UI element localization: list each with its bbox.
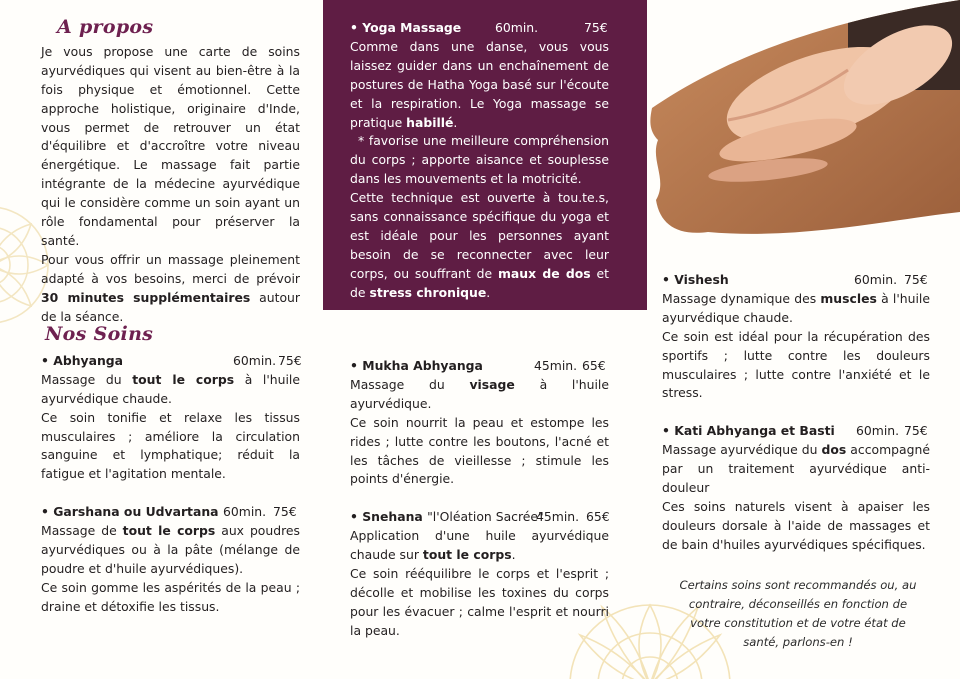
service-duration: 45min. (536, 509, 580, 525)
service-name: Garshana ou Udvartana (53, 504, 219, 520)
service-desc: Ce soin nourrit la peau et estompe les rides ; lutte contre les boutons, l'acné et les tâches de vieillesse ; stimule les points d'énergie. (350, 414, 609, 487)
about-heading: A propos (57, 16, 154, 38)
service-abhyanga: • Abhyanga 60min. 75€ Massage du tout le corps à l'huile ayurvédique chaude. Ce soin tonifie et relaxe les tissus musculaires ; améliore la circulation sanguine et lymphatique; réduit la fatigue et l'agitation mentale. (41, 352, 300, 484)
service-duration: 60min. (856, 423, 900, 439)
service-desc: Cette technique est ouverte à tou.te.s, sans connaissance spécifique du yoga et est idéale pour les personnes ayant besoin de se reconnecter avec leur corps, ou souffrant de maux de dos et de stress chronique. (350, 190, 609, 300)
recommendation-note: Certains soins sont recommandés ou, au contraire, déconseillés en fonction de votre constitution et de votre état de santé, parlons-en ! (679, 577, 917, 649)
service-mukha-abhyanga: • Mukha Abhyanga 45min. 65€ Massage du visage à l'huile ayurvédique. Ce soin nourrit la peau et estompe les rides ; lutte contre les boutons, l'acné et les tâches de vieillesse ; stimule les points d'énergie. (350, 357, 609, 489)
service-price: 75€ (584, 20, 608, 35)
service-name: Snehana (362, 509, 423, 525)
service-price: 75€ (273, 504, 297, 520)
service-intro: Massage du visage à l'huile ayurvédique. (350, 376, 609, 411)
service-name: Kati Abhyanga et Basti (674, 423, 835, 439)
service-desc: Ce soin est idéal pour la récupération des sportifs ; lutte contre les douleurs musculaires ; lutte contre l'anxiété et le stress. (662, 328, 930, 401)
service-name: Vishesh (674, 272, 729, 287)
about-text-extra: Pour vous offrir un massage pleinement adapté à vos besoins, merci de prévoir 30 minutes supplémentaires autour de la séance. (41, 251, 300, 324)
about-text: Je vous propose une carte de soins ayurvédiques qui visent au bien-être à la fois physique et émotionnel. Cette approche holistique, originaire d'Inde, vous permet de retrouver un état d'équilibre et d'accroître votre niveau énergétique. Le massage fait partie intégrante de la médecine ayurvédique qui le considère comme un soin ayant un rôle fondamental pour préserver la santé. (41, 43, 300, 248)
service-duration: 60min. (223, 504, 267, 520)
service-bullet: * favorise une meilleure compréhension du corps ; apporte aisance et souplesse dans les mouvements et la motricité. (350, 133, 609, 187)
service-duration: 60min. (233, 352, 277, 368)
service-price: 65€ (582, 358, 606, 373)
service-intro: Massage de tout le corps aux poudres ayurvédiques ou à la pâte (mélange de poudre et d'huile ayurvédiques). (41, 523, 301, 576)
service-name: Mukha Abhyanga (362, 358, 483, 373)
service-price: 75€ (904, 272, 928, 287)
service-price: 75€ (278, 352, 302, 368)
service-intro: Massage dynamique des muscles à l'huile ayurvédique chaude. (662, 290, 930, 325)
soins-heading: Nos Soins (45, 323, 154, 345)
service-duration: 60min. (495, 20, 539, 35)
service-desc: Ce soin tonifie et relaxe les tissus musculaires ; améliore la circulation sanguine et lymphatique; réduit la fatigue et l'agitation mentale. (41, 409, 300, 482)
service-name: Abhyanga (53, 352, 124, 368)
column-right-services (662, 271, 930, 555)
about-section (41, 18, 300, 327)
service-garshana: • Garshana ou Udvartana 60min. 75€ Massage de tout le corps aux poudres ayurvédiques ou à la pâte (mélange de poudre et d'huile ayurvédiques). Ce soin gomme les aspérités de la peau ; draine et détoxifie les tissus. (41, 503, 300, 616)
service-duration: 60min. (854, 272, 898, 287)
service-name: Yoga Massage (362, 20, 462, 35)
column-middle-services (350, 357, 609, 641)
service-desc: Ce soin gomme les aspérités de la peau ; draine et détoxifie les tissus. (41, 579, 300, 614)
soins-section (41, 325, 300, 617)
massage-hands-photo (648, 0, 960, 250)
yoga-massage-panel: • Yoga Massage 60min. 75€ Comme dans une danse, vous vous laissez guider dans un enchaînement de postures de Hatha Yoga basé sur l'écoute et la respiration. Le Yoga massage se pratique habillé. * favorise une meilleure compréhension du corps ; apporte aisance et souplesse dans les mouvements et la motricité. Cette technique est ouverte à tou.te.s, sans connaissance spécifique du yoga et est idéale pour les personnes ayant besoin de se reconnecter avec leur corps, ou souffrant de maux de dos et de stress chronique. (323, 0, 647, 310)
service-intro: Application d'une huile ayurvédique chaude sur tout le corps. (350, 528, 609, 563)
service-desc: Ce soin rééquilibre le corps et l'esprit ; décolle et mobilise les toxines du corps pour les évacuer ; calme l'esprit et nourri la peau. (350, 566, 609, 638)
service-snehana: • Snehana "l'Oléation Sacrée" 45min. 65€ Application d'une huile ayurvédique chaude sur tout le corps. Ce soin rééquilibre le corps et l'esprit ; décolle et mobilise les toxines du corps pour les évacuer ; calme l'esprit et nourri la peau. (350, 508, 609, 640)
service-vishesh: • Vishesh 60min. 75€ Massage dynamique des muscles à l'huile ayurvédique chaude. Ce soin est idéal pour la récupération des sportifs ; lutte contre les douleurs musculaires ; lutte contre l'anxiété et le stress. (662, 271, 930, 403)
service-intro: Massage ayurvédique du dos accompagné par un traitement ayurvédique anti-douleur (662, 442, 930, 496)
service-duration: 45min. (534, 358, 578, 373)
service-intro: Massage du tout le corps à l'huile ayurvédique chaude. (41, 371, 300, 406)
service-intro: Comme dans une danse, vous vous laissez guider dans un enchaînement de postures de Hatha Yoga basé sur l'écoute et la respiration. Le Yoga massage se pratique habillé. (350, 38, 609, 130)
service-kati-abhyanga: • Kati Abhyanga et Basti 60min. 75€ Massage ayurvédique du dos accompagné par un traitement ayurvédique anti-douleur Ces soins naturels visent à apaiser les douleurs dorsale à l'aide de massages et de bain d'huiles ayurvédiques spécifiques. (662, 422, 930, 554)
service-price: 75€ (904, 423, 928, 439)
service-desc: Ces soins naturels visent à apaiser les douleurs dorsale à l'aide de massages et de bain d'huiles ayurvédiques spécifiques. (662, 498, 930, 552)
service-price: 65€ (586, 509, 610, 525)
service-subtitle: "l'Oléation Sacrée" (427, 509, 544, 525)
